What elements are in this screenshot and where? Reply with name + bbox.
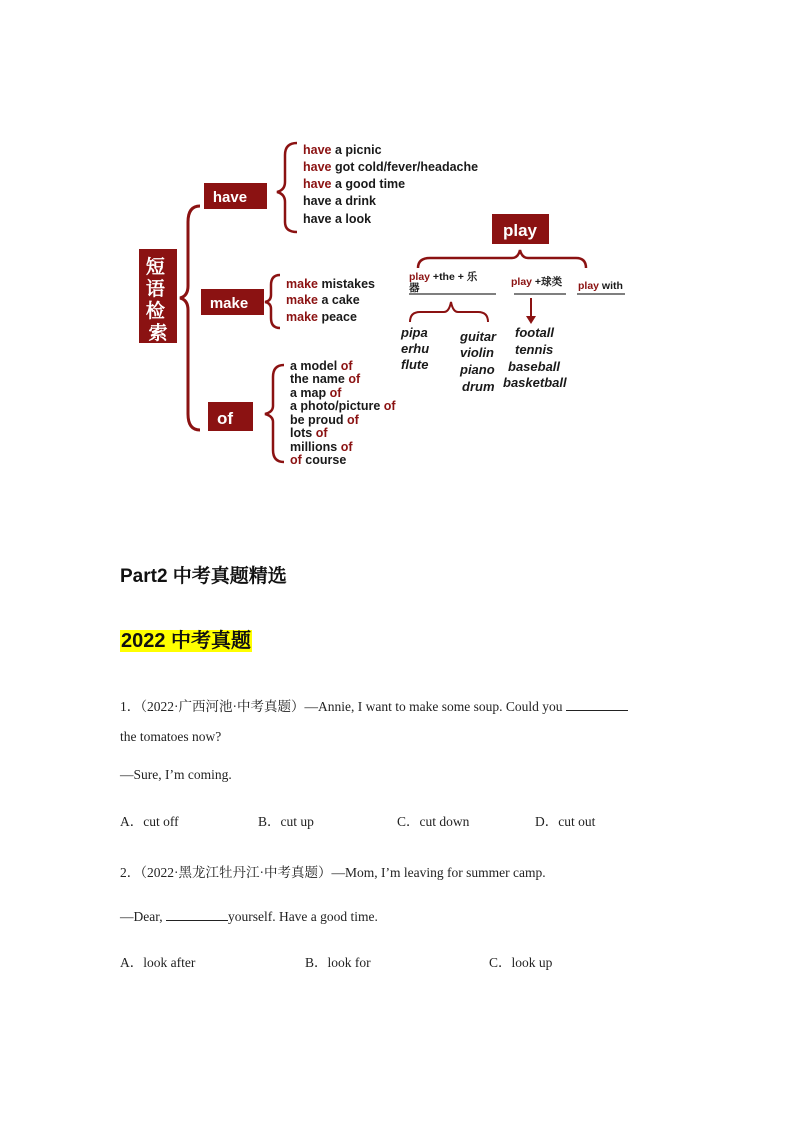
- ball-word: tennis: [515, 342, 554, 357]
- of-phrase: the name of: [290, 372, 361, 386]
- question-1-option-c[interactable]: C．cut down: [397, 814, 470, 829]
- question-1-line-3: —Sure, I’m coming.: [120, 767, 232, 782]
- question-1-option-a[interactable]: A．cut off: [120, 814, 179, 829]
- arrow-head: [526, 316, 536, 324]
- question-1-line-2: the tomatoes now?: [120, 729, 222, 744]
- of-phrase: be proud of: [290, 413, 359, 427]
- make-box-label: make: [209, 295, 249, 312]
- question-2-line-2: [120, 908, 378, 925]
- of-phrase: of course: [290, 453, 347, 467]
- phrase-mind-map: [0, 0, 794, 480]
- question-2-option-c[interactable]: C．look up: [489, 955, 553, 970]
- question-2-blank: [166, 908, 228, 921]
- question-2-option-b[interactable]: B．look for: [305, 955, 371, 970]
- of-box-label: of: [216, 409, 234, 428]
- instrument-word: pipa: [401, 325, 428, 340]
- root-brace: [180, 206, 200, 430]
- make-phrase: make peace: [286, 310, 357, 324]
- of-phrase: lots of: [290, 426, 328, 440]
- of-phrase: millions of: [290, 440, 353, 454]
- of-phrase: a map of: [290, 386, 342, 400]
- of-brace: [265, 365, 284, 462]
- question-2-text-post: yourself. Have a good time.: [227, 909, 378, 924]
- play-with-label: play with: [578, 280, 623, 292]
- of-phrase: a photo/picture of: [290, 399, 396, 413]
- ball-word: basketball: [503, 375, 567, 390]
- have-phrase: have a good time: [303, 177, 406, 191]
- ball-word: baseball: [508, 359, 561, 374]
- year-title-highlight: 2022 中考真题: [121, 630, 252, 652]
- make-phrase: make a cake: [286, 293, 360, 307]
- make-brace: [265, 275, 280, 328]
- have-phrase: have a look: [303, 212, 372, 226]
- play-box-label: play: [502, 221, 538, 240]
- instrument-word: erhu: [401, 341, 430, 356]
- have-phrase: have got cold/fever/headache: [303, 160, 479, 174]
- have-phrase: have a picnic: [303, 143, 382, 157]
- question-1-line-1: [120, 695, 628, 715]
- have-brace: [277, 143, 297, 232]
- have-box-label: have: [212, 189, 248, 206]
- instrument-brace: [410, 302, 488, 322]
- part2-title: Part2 中考真题精选: [120, 566, 287, 587]
- instrument-word: violin: [460, 345, 494, 360]
- have-phrase: have a drink: [303, 194, 376, 208]
- of-phrase: a model of: [290, 359, 353, 373]
- root-label: 短 语 检 索: [145, 257, 168, 344]
- question-2-option-a[interactable]: A．look after: [120, 955, 196, 970]
- ball-word: footall: [515, 325, 554, 340]
- play-instrument-label-2: 器: [409, 282, 420, 294]
- question-1-blank: [566, 698, 628, 711]
- question-2-line-1: 2．（2022·黑龙江牡丹江·中考真题）—Mom, I’m leaving for summer camp.: [120, 865, 546, 880]
- instrument-word: drum: [462, 379, 495, 394]
- question-1-text: 1．（2022·广西河池·中考真题）—Annie, I want to make some soup. Could you: [120, 699, 563, 714]
- play-brace: [418, 250, 586, 268]
- question-1-option-d[interactable]: D．cut out: [535, 814, 596, 829]
- instrument-word: piano: [460, 362, 495, 377]
- instrument-word: flute: [401, 357, 429, 372]
- instrument-word: guitar: [460, 329, 497, 344]
- make-phrase: make mistakes: [286, 277, 375, 291]
- question-2-text-pre: —Dear,: [120, 909, 163, 924]
- question-1-option-b[interactable]: B．cut up: [258, 814, 314, 829]
- year-title: [120, 624, 252, 653]
- play-ball-label: play +球类: [511, 276, 563, 288]
- play-instrument-label: play +the + 乐: [409, 271, 478, 283]
